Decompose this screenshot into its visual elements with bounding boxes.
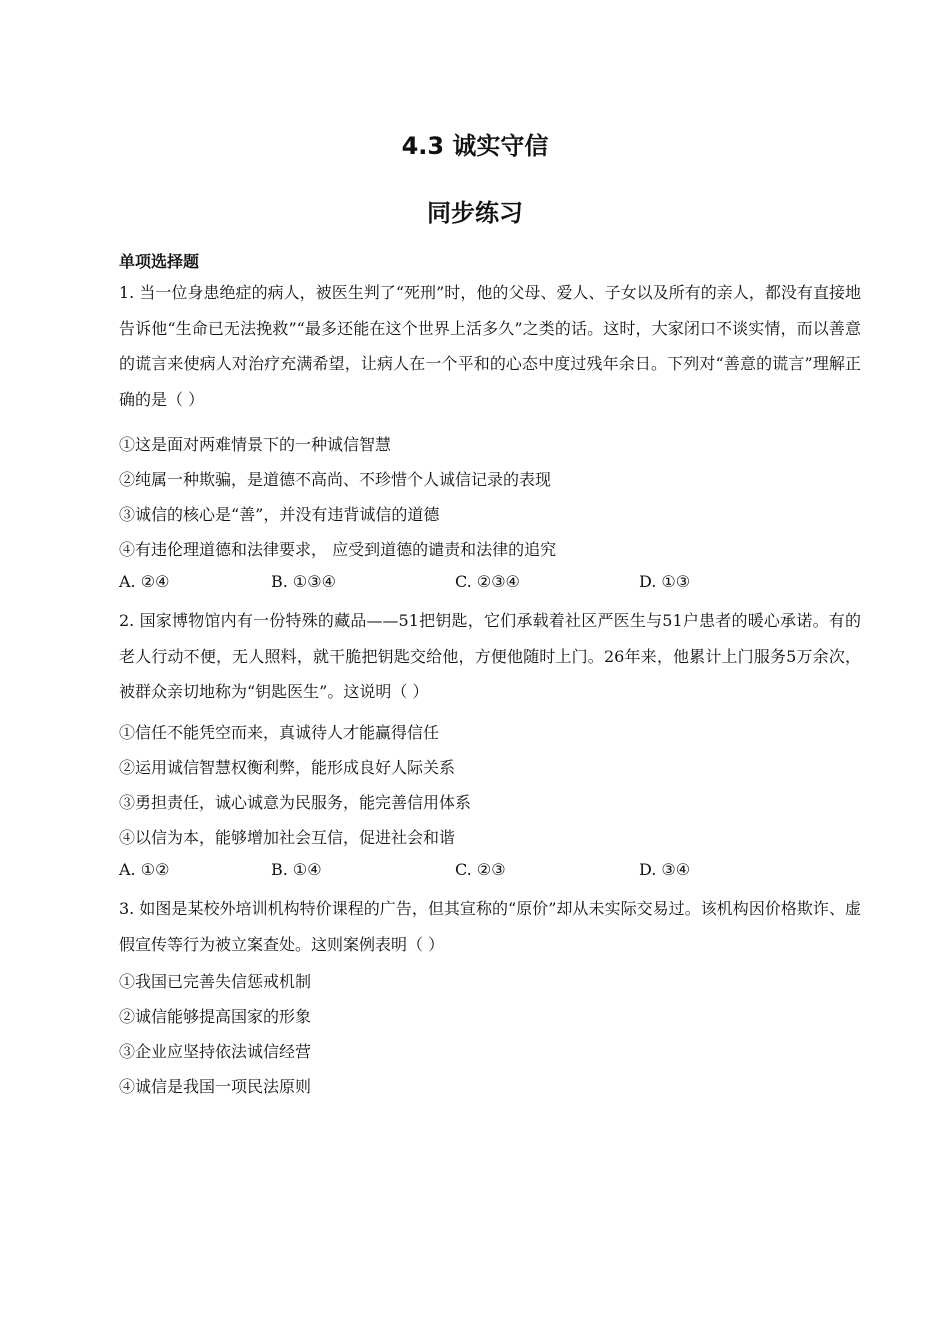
question-2-item-1: ①信任不能凭空而来，真诚待人才能赢得信任 [119,723,440,742]
question-1-option-c: C. ②③④ [455,572,520,591]
question-3-item-3: ③企业应坚持依法诚信经营 [119,1042,312,1061]
question-2-item-2: ②运用诚信智慧权衡利弊，能形成良好人际关系 [119,758,456,777]
question-1-item-1: ①这是面对两难情景下的一种诚信智慧 [119,435,392,454]
question-1-item-4: ④有违伦理道德和法律要求， 应受到道德的谴责和法律的追究 [119,540,557,559]
question-2-option-b: B. ①④ [271,860,322,879]
question-1-item-2: ②纯属一种欺骗，是道德不高尚、不珍惜个人诚信记录的表现 [119,470,552,489]
question-2-option-a: A. ①② [119,860,170,879]
question-2-stem: 2. 国家博物馆内有一份特殊的藏品——51把钥匙，它们承载着社区严医生与51户患者的暖心承诺。有的老人行动不便，无人照料，就干脆把钥匙交给他，方便他随时上门。26年来，他累计上门服务5万余次，被群众亲切地称为“钥匙医生”。这说明（ ） [119,611,861,702]
question-1-option-a: A. ②④ [119,572,170,591]
question-1-option-b: B. ①③④ [271,572,336,591]
question-1-stem: 1. 当一位身患绝症的病人，被医生判了“死刑”时，他的父母、爱人、子女以及所有的亲人，都没有直接地告诉他“生命已无法挽救”“最多还能在这个世界上活多久”之类的话。这时，大家闭口不谈实情，而以善意的谎言来使病人对治疗充满希望，让病人在一个平和的心态中度过残年余日。下列对“善意的谎言”理解正确的是（ ） [119,283,861,410]
question-1-item-3: ③诚信的核心是“善”，并没有违背诚信的道德 [119,505,440,524]
document-subtitle: 同步练习 [427,199,523,227]
question-3-stem: 3. 如图是某校外培训机构特价课程的广告，但其宣称的“原价”却从未实际交易过。该机构因价格欺诈、虚假宣传等行为被立案查处。这则案例表明（ ） [119,899,861,954]
document-title: 4.3 诚实守信 [401,132,549,160]
question-2-item-3: ③勇担责任，诚心诚意为民服务，能完善信用体系 [119,793,472,812]
question-2-option-d: D. ③④ [639,860,691,879]
question-3-item-1: ①我国已完善失信惩戒机制 [119,972,312,991]
question-2-option-c: C. ②③ [455,860,506,879]
question-3-item-2: ②诚信能够提高国家的形象 [119,1007,312,1026]
section-heading: 单项选择题 [119,252,200,271]
question-1-option-d: D. ①③ [639,572,691,591]
question-2-item-4: ④以信为本，能够增加社会互信，促进社会和谐 [119,828,456,847]
question-3-item-4: ④诚信是我国一项民法原则 [119,1077,312,1096]
